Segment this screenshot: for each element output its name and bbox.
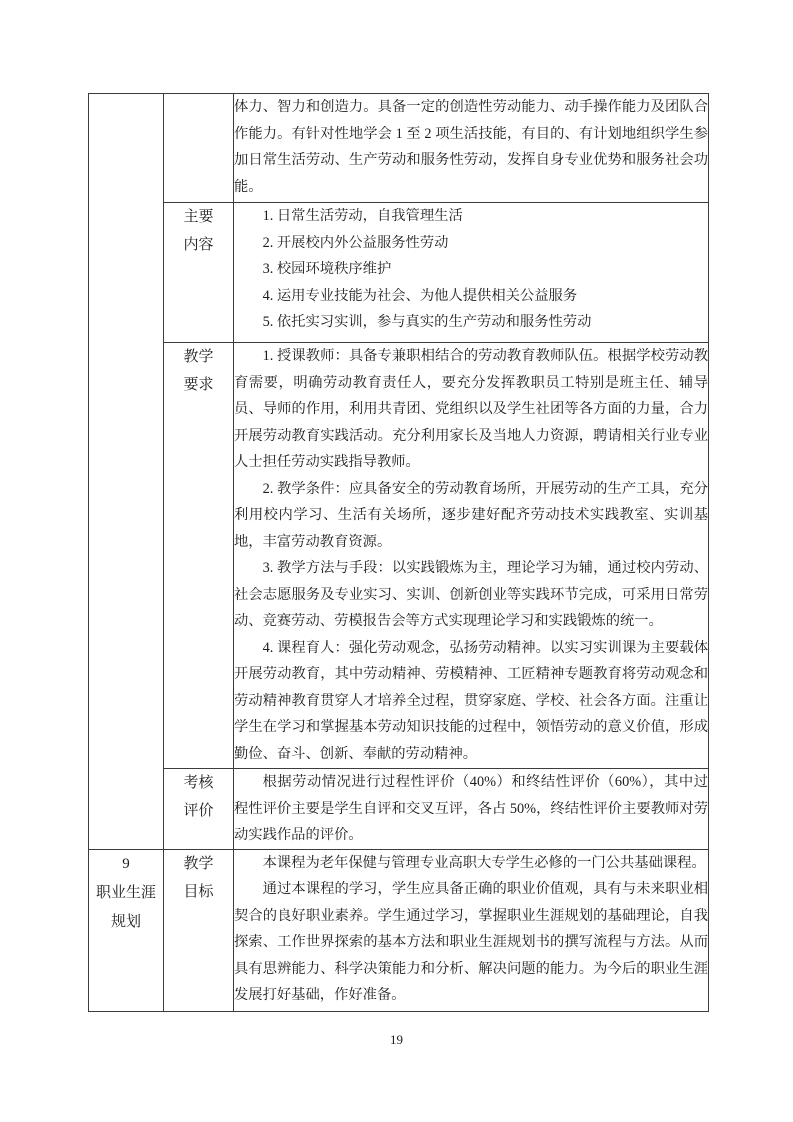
course-name-line: 规划: [110, 913, 141, 930]
paragraph: 体力、智力和创造力。具备一定的创造性劳动能力、动手操作能力及团队合作能力。有针对性地学会 1 至 2 项生活技能，有目的、有计划地组织学生参加日常生活劳动、生产劳动和服务性劳动，发挥自身专业优势和服务社会功能。: [234, 99, 708, 195]
list-item: 1. 日常生活劳动，自我管理生活: [262, 208, 463, 224]
main-content-cell: [234, 203, 709, 343]
page-number: 19: [390, 1032, 403, 1047]
section-label-line: 教学: [183, 855, 214, 872]
section-label-line: 主要: [183, 209, 214, 225]
teaching-requirements-cell: [234, 343, 709, 769]
continuation-content-cell: [234, 94, 709, 203]
section-label-line: 考核: [183, 775, 214, 791]
paragraph: 3. 教学方法与手段：以实践锻炼为主，理论学习为辅，通过校内劳动、社会志愿服务及专业实习、实训、创新创业等实践环节完成，可采用日常劳动、竞赛劳动、劳模报告会等方式实现理论学习和实践锻炼的统一。: [234, 560, 708, 629]
section-label-line: 目标: [183, 883, 214, 900]
paragraph: 1. 授课教师：具备专兼职相结合的劳动教育教师队伍。根据学校劳动教育需要，明确劳动教育责任人，要充分发挥教职员工特别是班主任、辅导员、导师的作用，利用共青团、党组织以及学生社团等各方面的力量，合力开展劳动教育实践活动。充分利用家长及当地人力资源，聘请相关行业专业人士担任劳动实践指导教师。: [234, 348, 708, 470]
paragraph: 4. 课程育人：强化劳动观念，弘扬劳动精神。以实习实训课为主要载体开展劳动教育，其中劳动精神、劳模精神、工匠精神专题教育将劳动观念和劳动精神教育贯穿人才培养全过程，贯穿家庭、学校、社会各方面。注重让学生在学习和掌握基本劳动知识技能的过程中，领悟劳动的意义价值，形成勤俭、奋斗、创新、奉献的劳动精神。: [234, 639, 708, 762]
section-label-line: 要求: [183, 377, 214, 393]
list-item: 4. 运用专业技能为社会、为他人提供相关公益服务: [262, 287, 578, 304]
course-name-line: 职业生涯: [95, 884, 156, 901]
course-outline-table: [88, 93, 709, 1012]
table-row: [89, 343, 709, 769]
section-label-line: 内容: [183, 237, 214, 253]
table-row: [89, 769, 709, 850]
table-row: [89, 849, 709, 1011]
section-label-teaching-goals: [164, 849, 234, 1011]
list-item: 3. 校园环境秩序维护: [262, 261, 392, 277]
course-header-cell-career-planning: [89, 849, 164, 1011]
table-row: [89, 94, 709, 203]
teaching-goals-cell: [234, 849, 709, 1011]
list-item: 5. 依托实习实训，参与真实的生产劳动和服务性劳动: [262, 314, 592, 330]
course-number: 9: [122, 855, 130, 872]
section-label-line: 评价: [183, 803, 214, 819]
paragraph: 本课程为老年保健与管理专业高职大专学生必修的一门公共基础课程。: [262, 854, 706, 871]
paragraph: 通过本课程的学习，学生应具备正确的职业价值观，具有与未来职业相契合的良好职业素养。学生通过学习，掌握职业生涯规划的基础理论，自我探索、工作世界探索的基本方法和职业生涯规划书的撰写流程与方法。从而具有思辨能力、科学决策能力和分析、解决问题的能力。为今后的职业生涯发展打好基础，作好准备。: [234, 881, 708, 1003]
assessment-content-cell: [234, 769, 709, 850]
paragraph: 根据劳动情况进行过程性评价（40%）和终结性评价（60%），其中过程性评价主要是学生自评和交叉互评，各占 50%，终结性评价主要教师对劳动实践作品的评价。: [234, 774, 708, 843]
section-label-teaching-requirements: [164, 343, 234, 769]
table-row: [89, 203, 709, 343]
list-item: 2. 开展校内外公益服务性劳动: [262, 234, 449, 251]
section-label-main-content: [164, 203, 234, 343]
section-label-cell-empty: [164, 94, 234, 203]
section-label-line: 教学: [183, 349, 214, 365]
section-label-assessment: [164, 769, 234, 850]
course-header-cell-empty: [89, 94, 164, 850]
paragraph: 2. 教学条件：应具备安全的劳动教育场所，开展劳动的生产工具，充分利用校内学习、生活有关场所，逐步建好配齐劳动技术实践教室、实训基地，丰富劳动教育资源。: [234, 480, 708, 550]
